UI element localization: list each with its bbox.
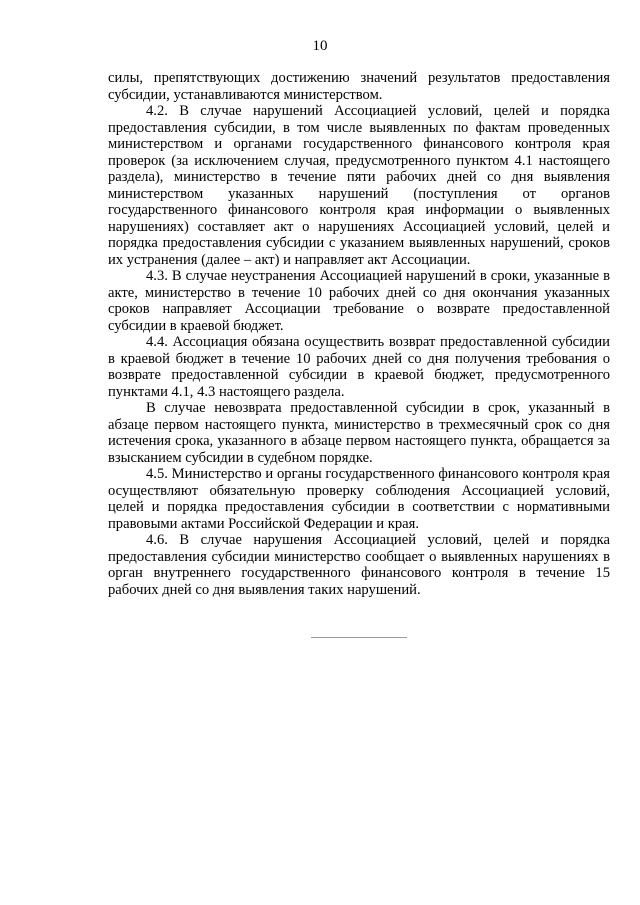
paragraph-4-2: 4.2. В случае нарушений Ассоциацией условий, целей и порядка предоставления субсидии, в том числе выявленных по фактам проведенных министерством и органами государственного финансового контроля края проверок (за исключением случая, предусмотренного пунктом 4.1 настоящего раздела), министерство в течение пяти рабочих дней со дня выявления министерством указанных нарушений (поступления от органов государственного финансового контроля края информации о выявленных нарушениях) составляет акт о нарушениях Ассоциацией условий, целей и порядка предоставления субсидии с указанием выявленных нарушений, сроков их устранения (далее – акт) и направляет акт Ассоциации.: [108, 103, 610, 268]
paragraph-4-4: 4.4. Ассоциация обязана осуществить возврат предоставленной субсидии в краевой бюджет в течение 10 рабочих дней со дня получения требования о возврате предоставленной субсидии в краевой бюджет, предусмотренного пунктами 4.1, 4.3 настоящего раздела.: [108, 334, 610, 400]
end-separator-line: [311, 637, 407, 638]
paragraph-4-3: 4.3. В случае неустранения Ассоциацией нарушений в сроки, указанные в акте, министерство в течение 10 рабочих дней со дня окончания указанных сроков направляет Ассоциации требование о возврате предоставленной субсидии в краевой бюджет.: [108, 268, 610, 334]
paragraph-continuation: силы, препятствующих достижению значений результатов предоставления субсидии, устанавливаются министерством.: [108, 70, 610, 103]
document-body: [108, 70, 610, 598]
paragraph-4-4-second: В случае невозврата предоставленной субсидии в срок, указанный в абзаце первом настоящего пункта, министерство в трехмесячный срок со дня истечения срока, указанного в абзаце первом настоящего пункта, обращается за взысканием субсидии в судебном порядке.: [108, 400, 610, 466]
page-number: 10: [312, 38, 328, 54]
paragraph-4-6: 4.6. В случае нарушения Ассоциацией условий, целей и порядка предоставления субсидии министерство сообщает о выявленных нарушениях в орган внутреннего государственного финансового контроля в течение 15 рабочих дней со дня выявления таких нарушений.: [108, 532, 610, 598]
paragraph-4-5: 4.5. Министерство и органы государственного финансового контроля края осуществляют обязательную проверку соблюдения Ассоциацией условий, целей и порядка предоставления субсидии в соответствии с нормативными правовыми актами Российской Федерации и края.: [108, 466, 610, 532]
